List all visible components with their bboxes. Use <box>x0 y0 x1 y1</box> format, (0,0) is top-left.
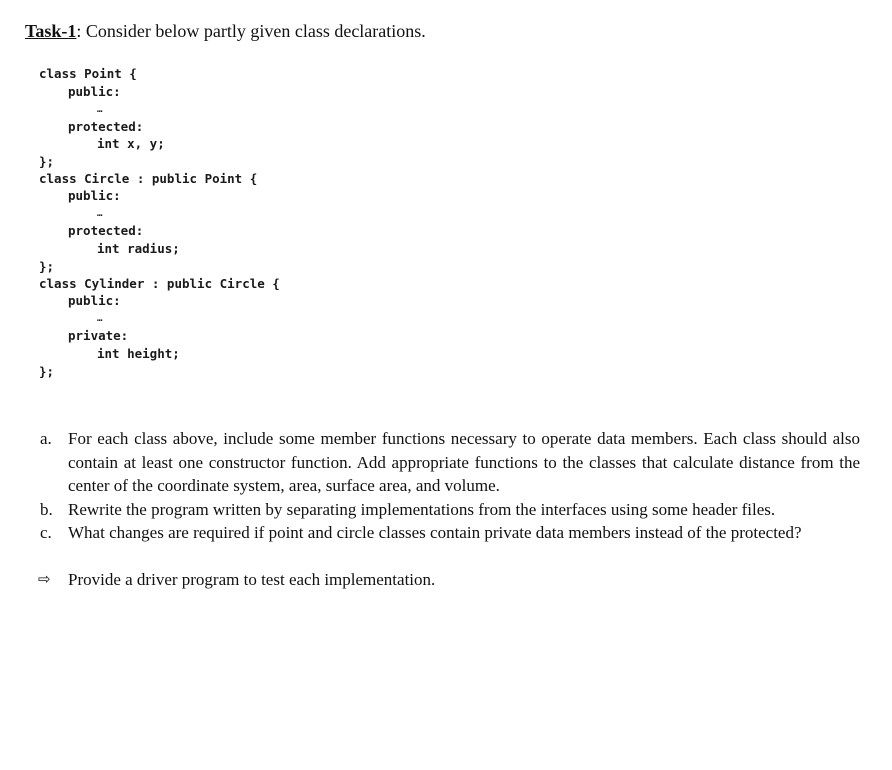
code-ellipsis: … <box>97 314 103 324</box>
task-text: For each class above, include some member functions necessary to operate data members. Each class should also contain at least one constructor function. Add appropriate functions to the classes that calculate distance from the center of the coordinate system, area, surface area, and volume. <box>68 429 860 495</box>
code-line: public: <box>68 293 121 308</box>
code-line: int height; <box>97 346 180 361</box>
code-line: class Point { <box>39 66 137 81</box>
task-label: Task-1 <box>25 21 77 41</box>
code-ellipsis: … <box>97 209 103 219</box>
code-line: public: <box>68 84 121 99</box>
code-line: }; <box>39 259 55 274</box>
task-heading <box>25 20 426 42</box>
code-line: class Cylinder : public Circle { <box>39 276 280 291</box>
driver-text: Provide a driver program to test each implementation. <box>68 570 436 589</box>
task-marker: b. <box>40 500 53 519</box>
task-text: What changes are required if point and circle classes contain private data members instead of the protected? <box>68 523 802 542</box>
code-line: class Circle : public Point { <box>39 171 258 186</box>
code-line: protected: <box>68 119 144 134</box>
code-line: protected: <box>68 223 144 238</box>
code-line: }; <box>39 364 55 379</box>
task-text: Rewrite the program written by separating implementations from the interfaces using some header files. <box>68 500 776 519</box>
code-line: int x, y; <box>97 136 165 151</box>
code-line: public: <box>68 188 121 203</box>
task-marker: a. <box>40 429 52 448</box>
code-line: }; <box>39 154 55 169</box>
right-arrow-icon: ⇨ <box>38 570 51 588</box>
task-intro: : Consider below partly given class declarations. <box>76 21 426 41</box>
code-ellipsis: … <box>97 105 103 115</box>
task-marker: c. <box>40 523 52 542</box>
code-line: int radius; <box>97 241 180 256</box>
code-line: private: <box>68 328 129 343</box>
